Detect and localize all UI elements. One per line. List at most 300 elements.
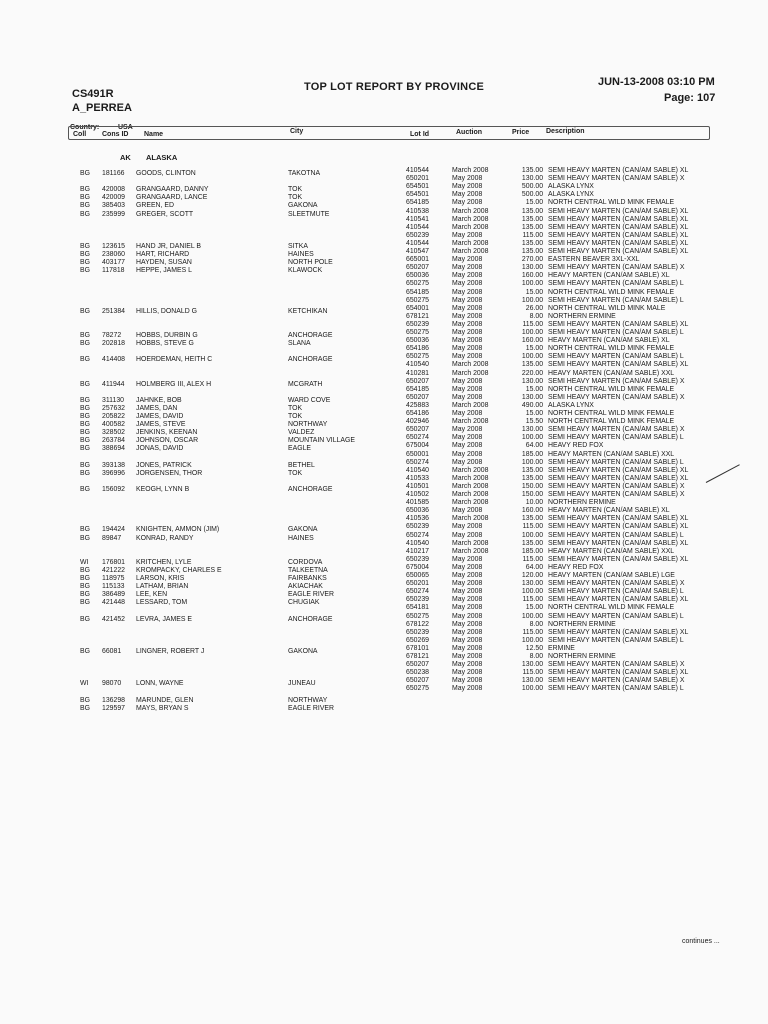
price: 100.00 xyxy=(521,586,544,596)
auction: March 2008 xyxy=(452,513,489,523)
consignor-name: HOLMBERG III, ALEX H xyxy=(136,378,212,388)
consignor-id: 78272 xyxy=(102,330,122,339)
price: 115.00 xyxy=(522,667,544,677)
description: SEMI HEAVY MARTEN (CAN/AM SABLE) XL xyxy=(548,521,689,531)
report-title: TOP LOT REPORT BY PROVINCE xyxy=(304,81,485,93)
collection-code: BG xyxy=(80,402,90,412)
description: NORTH CENTRAL WILD MINK FEMALE xyxy=(548,383,675,393)
description: EASTERN BEAVER 3XL-XXL xyxy=(548,254,640,264)
description: HEAVY MARTEN (CAN/AM SABLE) XL xyxy=(548,270,670,280)
description: NORTH CENTRAL WILD MINK FEMALE xyxy=(548,408,675,417)
lot-id: 410502 xyxy=(406,489,430,498)
description: NORTHERN ERMINE xyxy=(548,310,616,320)
lot-id: 410547 xyxy=(406,246,430,255)
consignor-name: JORGENSEN, THOR xyxy=(136,467,203,477)
consignor-name: HEPPE, JAMES L xyxy=(136,265,192,275)
collection-code: BG xyxy=(80,168,90,177)
consignor-id: 156092 xyxy=(102,483,126,493)
lot-id: 654185 xyxy=(406,286,430,296)
price: 15.00 xyxy=(525,383,544,393)
consignor-id: 194424 xyxy=(102,524,126,534)
lot-id: 410217 xyxy=(406,545,430,555)
consignor-id: 257632 xyxy=(102,402,126,412)
price: 135.00 xyxy=(521,359,544,369)
auction: May 2008 xyxy=(452,594,483,604)
price: 150.00 xyxy=(521,480,544,490)
auction: May 2008 xyxy=(452,270,483,280)
price: 130.00 xyxy=(521,424,544,434)
consignor-id: 386489 xyxy=(102,589,126,599)
collection-code: BG xyxy=(80,435,90,445)
price: 115.00 xyxy=(522,594,544,604)
auction: May 2008 xyxy=(452,610,483,620)
lot-id: 410501 xyxy=(406,480,430,490)
consignor-name: GRANGAARD, LANCE xyxy=(136,192,208,202)
description: ALASKA LYNX xyxy=(548,399,594,409)
col-header-lot-id: Lot Id xyxy=(410,131,430,138)
city: JUNEAU xyxy=(288,678,316,688)
city: TOK xyxy=(288,184,303,194)
price: 130.00 xyxy=(521,675,544,685)
lot-id: 410540 xyxy=(406,359,430,369)
lot-id: 675004 xyxy=(406,440,430,450)
price: 64.00 xyxy=(525,561,544,571)
consignor-name: JAMES, DAN xyxy=(136,402,178,412)
description: HEAVY MARTEN (CAN/AM SABLE) XXL xyxy=(548,367,675,377)
lot-id: 650239 xyxy=(406,553,430,563)
price: 135.00 xyxy=(521,221,544,231)
price: 270.00 xyxy=(521,254,544,264)
lot-id: 650239 xyxy=(406,521,430,531)
description: SEMI HEAVY MARTEN (CAN/AM SABLE) XL xyxy=(548,537,689,547)
consignor-name: HOERDEMAN, HEITH C xyxy=(136,354,213,364)
collection-code: BG xyxy=(80,305,90,315)
lot-id: 410538 xyxy=(406,205,430,215)
consignor-name: LESSARD, TOM xyxy=(136,597,188,607)
auction: May 2008 xyxy=(452,335,483,345)
description: SEMI HEAVY MARTEN (CAN/AM SABLE) XL xyxy=(548,229,689,239)
lot-id: 650036 xyxy=(406,335,430,345)
auction: May 2008 xyxy=(452,578,483,588)
lot-id: 402946 xyxy=(406,416,430,426)
lot-id: 410540 xyxy=(406,464,430,474)
auction: May 2008 xyxy=(452,343,483,353)
lot-id: 650036 xyxy=(406,270,430,280)
lot-id: 650239 xyxy=(406,318,430,328)
consignor-name: KROMPACKY, CHARLES E xyxy=(136,564,222,574)
price: 100.00 xyxy=(521,351,544,361)
city: NORTHWAY xyxy=(288,419,328,429)
consignor-name: KNIGHTEN, AMMON (JIM) xyxy=(136,524,220,534)
lot-id: 650207 xyxy=(406,391,430,401)
price: 10.00 xyxy=(525,497,544,507)
description: SEMI HEAVY MARTEN (CAN/AM SABLE) L xyxy=(548,683,684,693)
lot-id: 665001 xyxy=(406,254,430,264)
consignor-id: 400582 xyxy=(102,419,126,429)
lot-id: 654501 xyxy=(406,181,430,191)
price: 160.00 xyxy=(521,505,544,515)
auction: March 2008 xyxy=(452,489,489,498)
consignor-id: 411944 xyxy=(102,378,125,388)
auction: May 2008 xyxy=(452,602,483,612)
description: SEMI HEAVY MARTEN (CAN/AM SABLE) L xyxy=(548,351,684,361)
price: 100.00 xyxy=(521,683,544,693)
lot-id: 410540 xyxy=(406,537,430,547)
lot-id: 654501 xyxy=(406,189,430,199)
price: 220.00 xyxy=(521,367,544,377)
city: ANCHORAGE xyxy=(288,330,333,339)
price: 490.00 xyxy=(521,399,544,409)
lot-id: 650239 xyxy=(406,626,430,636)
city: AKIACHAK xyxy=(288,581,323,591)
consignor-name: HAYDEN, SUSAN xyxy=(136,257,192,267)
price: 500.00 xyxy=(521,189,544,199)
lot-id: 650274 xyxy=(406,456,430,466)
price: 135.00 xyxy=(521,213,544,223)
auction: May 2008 xyxy=(452,197,483,207)
lot-id: 650275 xyxy=(406,683,430,693)
lot-id: 650207 xyxy=(406,659,430,669)
price: 135.00 xyxy=(521,513,544,523)
auction: May 2008 xyxy=(452,651,483,660)
city: CORDOVA xyxy=(288,556,323,566)
lot-id: 401585 xyxy=(406,497,430,507)
consignor-name: JONES, PATRICK xyxy=(136,459,192,469)
consignor-name: GREEN, ED xyxy=(136,200,174,210)
auction: March 2008 xyxy=(452,464,489,474)
collection-code: BG xyxy=(80,411,90,420)
city: BETHEL xyxy=(288,459,315,469)
col-header-auction: Auction xyxy=(456,129,483,136)
auction: March 2008 xyxy=(452,480,489,490)
auction: May 2008 xyxy=(452,383,483,393)
lot-id: 650275 xyxy=(406,327,430,336)
lot-id: 410541 xyxy=(406,213,430,223)
price: 15.00 xyxy=(525,602,544,612)
collection-code: BG xyxy=(80,564,90,574)
price: 135.00 xyxy=(521,472,544,482)
city: ANCHORAGE xyxy=(288,483,333,493)
lot-id: 650207 xyxy=(406,262,430,272)
price: 100.00 xyxy=(521,278,544,288)
description: SEMI HEAVY MARTEN (CAN/AM SABLE) L xyxy=(548,327,684,336)
city: SLEETMUTE xyxy=(288,208,330,218)
lot-id: 654001 xyxy=(406,302,430,312)
city: TOK xyxy=(288,411,303,420)
price: 100.00 xyxy=(521,529,544,539)
description: NORTHERN ERMINE xyxy=(548,618,616,628)
city: SLANA xyxy=(288,338,311,348)
city: TOK xyxy=(288,402,303,412)
city: HAINES xyxy=(288,249,314,258)
collection-code: BG xyxy=(80,589,90,599)
description: ALASKA LYNX xyxy=(548,189,594,199)
city: GAKONA xyxy=(288,645,318,655)
auction: May 2008 xyxy=(452,181,483,191)
consignor-id: 123615 xyxy=(102,240,126,250)
consignor-id: 66081 xyxy=(102,645,122,655)
city: EAGLE xyxy=(288,443,312,453)
collection-code: BG xyxy=(80,200,90,210)
description: HEAVY RED FOX xyxy=(548,561,604,571)
collection-code: BG xyxy=(80,467,90,477)
lot-id: 650065 xyxy=(406,570,430,579)
auction: May 2008 xyxy=(452,375,483,385)
col-header-city: City xyxy=(290,128,304,135)
price: 135.00 xyxy=(521,246,544,255)
consignor-id: 396996 xyxy=(102,467,126,477)
lot-id: 650207 xyxy=(406,675,430,685)
description: SEMI HEAVY MARTEN (CAN/AM SABLE) X xyxy=(548,480,685,490)
lot-id: 654181 xyxy=(406,602,430,612)
col-header-name: Name xyxy=(144,131,164,138)
description: NORTHERN ERMINE xyxy=(548,497,616,507)
collection-code: BG xyxy=(80,694,90,704)
auction: March 2008 xyxy=(452,367,489,377)
auction: May 2008 xyxy=(452,683,483,693)
consignor-name: HOBBS, DURBIN G xyxy=(136,330,198,339)
collection-code: BG xyxy=(80,573,90,582)
consignor-name: LINGNER, ROBERT J xyxy=(136,645,205,655)
city: KLAWOCK xyxy=(288,265,323,275)
consignor-name: GOODS, CLINTON xyxy=(136,168,196,177)
consignor-id: 176801 xyxy=(102,556,126,566)
collection-code: BG xyxy=(80,257,90,267)
consignor-name: JAMES, DAVID xyxy=(136,411,184,420)
description: NORTH CENTRAL WILD MINK FEMALE xyxy=(548,343,675,353)
city: KETCHIKAN xyxy=(288,305,328,315)
consignor-name: LEE, KEN xyxy=(136,589,168,599)
auction: March 2008 xyxy=(452,416,489,426)
auction: March 2008 xyxy=(452,165,489,174)
price: 115.00 xyxy=(522,229,544,239)
province-name: ALASKA xyxy=(146,153,178,162)
price: 15.50 xyxy=(525,416,544,426)
consignor-name: HILLIS, DONALD G xyxy=(136,305,197,315)
description: SEMI HEAVY MARTEN (CAN/AM SABLE) XL xyxy=(548,246,689,255)
lot-id: 678121 xyxy=(406,651,430,660)
consignor-name: LEVRA, JAMES E xyxy=(136,613,192,623)
description: SEMI HEAVY MARTEN (CAN/AM SABLE) X xyxy=(548,578,685,588)
city: HAINES xyxy=(288,532,314,542)
description: SEMI HEAVY MARTEN (CAN/AM SABLE) L xyxy=(548,294,684,304)
auction: May 2008 xyxy=(452,448,483,458)
auction: May 2008 xyxy=(452,618,483,628)
lot-id: 654186 xyxy=(406,408,430,417)
price: 130.00 xyxy=(521,578,544,588)
price: 500.00 xyxy=(521,181,544,191)
consignor-id: 118975 xyxy=(102,573,125,582)
auction: May 2008 xyxy=(452,286,483,296)
auction: March 2008 xyxy=(452,237,489,247)
city: VALDEZ xyxy=(288,427,315,437)
city: GAKONA xyxy=(288,200,318,210)
auction: May 2008 xyxy=(452,173,483,183)
collection-code: WI xyxy=(80,556,89,566)
auction: March 2008 xyxy=(452,399,489,409)
description: SEMI HEAVY MARTEN (CAN/AM SABLE) XL xyxy=(548,359,689,369)
collection-code: BG xyxy=(80,208,90,218)
price: 185.00 xyxy=(521,545,544,555)
auction: May 2008 xyxy=(452,529,483,539)
price: 15.00 xyxy=(525,286,544,296)
lot-id: 678122 xyxy=(406,618,430,628)
col-header-description: Description xyxy=(546,128,585,135)
auction: May 2008 xyxy=(452,505,483,515)
consignor-name: KRITCHEN, LYLE xyxy=(136,556,192,566)
auction: May 2008 xyxy=(452,351,483,361)
lot-id: 650239 xyxy=(406,594,430,604)
city: CHUGIAK xyxy=(288,597,320,607)
lot-id: 654185 xyxy=(406,197,430,207)
description: SEMI HEAVY MARTEN (CAN/AM SABLE) X xyxy=(548,659,685,669)
auction: March 2008 xyxy=(452,221,489,231)
consignor-id: 115133 xyxy=(102,581,125,591)
price: 100.00 xyxy=(521,634,544,644)
consignor-id: 263784 xyxy=(102,435,126,445)
city: MCGRATH xyxy=(288,378,323,388)
auction: May 2008 xyxy=(452,570,483,579)
auction: May 2008 xyxy=(452,642,483,652)
price: 100.00 xyxy=(521,610,544,620)
lot-id: 410281 xyxy=(406,367,430,377)
auction: March 2008 xyxy=(452,359,489,369)
lot-id: 410544 xyxy=(406,237,430,247)
auction: May 2008 xyxy=(452,391,483,401)
consignor-id: 205822 xyxy=(102,411,126,420)
description: HEAVY RED FOX xyxy=(548,440,604,450)
price: 135.00 xyxy=(521,205,544,215)
auction: May 2008 xyxy=(452,408,483,417)
consignor-id: 421448 xyxy=(102,597,126,607)
description: SEMI HEAVY MARTEN (CAN/AM SABLE) L xyxy=(548,432,684,442)
price: 8.00 xyxy=(529,651,544,660)
collection-code: BG xyxy=(80,532,90,542)
lot-id: 678101 xyxy=(406,642,430,652)
description: NORTH CENTRAL WILD MINK FEMALE xyxy=(548,197,675,207)
auction: May 2008 xyxy=(452,553,483,563)
auction: May 2008 xyxy=(452,424,483,434)
consignor-id: 89847 xyxy=(102,532,122,542)
price: 160.00 xyxy=(521,270,544,280)
page-number: Page: 107 xyxy=(664,92,716,104)
description: SEMI HEAVY MARTEN (CAN/AM SABLE) X xyxy=(548,675,685,685)
description: SEMI HEAVY MARTEN (CAN/AM SABLE) X xyxy=(548,173,685,183)
consignor-id: 98070 xyxy=(102,678,122,688)
country-value: USA xyxy=(118,124,133,131)
consignor-id: 421452 xyxy=(102,613,126,623)
lot-id: 654186 xyxy=(406,343,430,353)
auction: May 2008 xyxy=(452,278,483,288)
city: TAKOTNA xyxy=(288,168,321,177)
auction: March 2008 xyxy=(452,472,489,482)
price: 185.00 xyxy=(521,448,544,458)
description: HEAVY MARTEN (CAN/AM SABLE) XL xyxy=(548,335,670,345)
col-header-coll: Coll xyxy=(73,131,87,138)
consignor-name: JONAS, DAVID xyxy=(136,443,184,453)
lot-id: 650238 xyxy=(406,667,430,677)
description: SEMI HEAVY MARTEN (CAN/AM SABLE) XL xyxy=(548,472,689,482)
description: NORTH CENTRAL WILD MINK FEMALE xyxy=(548,602,675,612)
consignor-name: JAMES, STEVE xyxy=(136,419,186,429)
collection-code: BG xyxy=(80,338,90,348)
city: TOK xyxy=(288,467,303,477)
description: SEMI HEAVY MARTEN (CAN/AM SABLE) XL xyxy=(548,513,689,523)
description: SEMI HEAVY MARTEN (CAN/AM SABLE) L xyxy=(548,456,684,466)
city: EAGLE RIVER xyxy=(288,589,335,599)
description: SEMI HEAVY MARTEN (CAN/AM SABLE) L xyxy=(548,529,684,539)
description: SEMI HEAVY MARTEN (CAN/AM SABLE) XL xyxy=(548,594,689,604)
price: 115.00 xyxy=(522,553,544,563)
price: 135.00 xyxy=(521,464,544,474)
city: WARD COVE xyxy=(288,394,331,404)
auction: May 2008 xyxy=(452,521,483,531)
lot-id: 675004 xyxy=(406,561,430,571)
price: 8.00 xyxy=(529,310,544,320)
auction: May 2008 xyxy=(452,310,483,320)
description: SEMI HEAVY MARTEN (CAN/AM SABLE) XL xyxy=(548,205,689,215)
lot-id: 650269 xyxy=(406,634,430,644)
auction: May 2008 xyxy=(452,675,483,685)
collection-code: BG xyxy=(80,240,90,250)
description: SEMI HEAVY MARTEN (CAN/AM SABLE) XL xyxy=(548,165,689,174)
lot-id: 650036 xyxy=(406,505,430,515)
lot-id: 678121 xyxy=(406,310,430,320)
consignor-id: 420009 xyxy=(102,192,126,202)
consignor-id: 385403 xyxy=(102,200,126,210)
description: SEMI HEAVY MARTEN (CAN/AM SABLE) XL xyxy=(548,464,689,474)
consignor-id: 251384 xyxy=(102,305,126,315)
lot-id: 410544 xyxy=(406,221,430,231)
column-header-box xyxy=(68,126,710,140)
consignor-name: KEOGH, LYNN B xyxy=(136,483,190,493)
description: SEMI HEAVY MARTEN (CAN/AM SABLE) XL xyxy=(548,318,689,328)
auction: May 2008 xyxy=(452,432,483,442)
auction: May 2008 xyxy=(452,626,483,636)
description: SEMI HEAVY MARTEN (CAN/AM SABLE) XL xyxy=(548,213,689,223)
price: 135.00 xyxy=(521,165,544,174)
price: 130.00 xyxy=(521,391,544,401)
auction: May 2008 xyxy=(452,229,483,239)
auction: May 2008 xyxy=(452,189,483,199)
lot-id: 650274 xyxy=(406,529,430,539)
lot-id: 650207 xyxy=(406,424,430,434)
consignor-id: 414408 xyxy=(102,354,126,364)
collection-code: WI xyxy=(80,678,89,688)
lot-id: 650201 xyxy=(406,578,430,588)
collection-code: BG xyxy=(80,613,90,623)
description: SEMI HEAVY MARTEN (CAN/AM SABLE) X xyxy=(548,262,685,272)
price: 130.00 xyxy=(521,173,544,183)
lot-id: 410533 xyxy=(406,472,430,482)
country-label: Country: xyxy=(70,124,100,131)
lot-id: 650275 xyxy=(406,294,430,304)
price: 15.00 xyxy=(525,197,544,207)
consignor-name: HOBBS, STEVE G xyxy=(136,338,194,348)
city: FAIRBANKS xyxy=(288,573,327,582)
collection-code: BG xyxy=(80,354,90,364)
price: 150.00 xyxy=(521,489,544,498)
auction: March 2008 xyxy=(452,205,489,215)
auction: May 2008 xyxy=(452,586,483,596)
description: SEMI HEAVY MARTEN (CAN/AM SABLE) L xyxy=(548,634,684,644)
lot-id: 650274 xyxy=(406,432,430,442)
auction: May 2008 xyxy=(452,440,483,450)
collection-code: BG xyxy=(80,378,90,388)
consignor-id: 421222 xyxy=(102,564,126,574)
price: 8.00 xyxy=(529,618,544,628)
consignor-name: MAYS, BRYAN S xyxy=(136,702,189,712)
